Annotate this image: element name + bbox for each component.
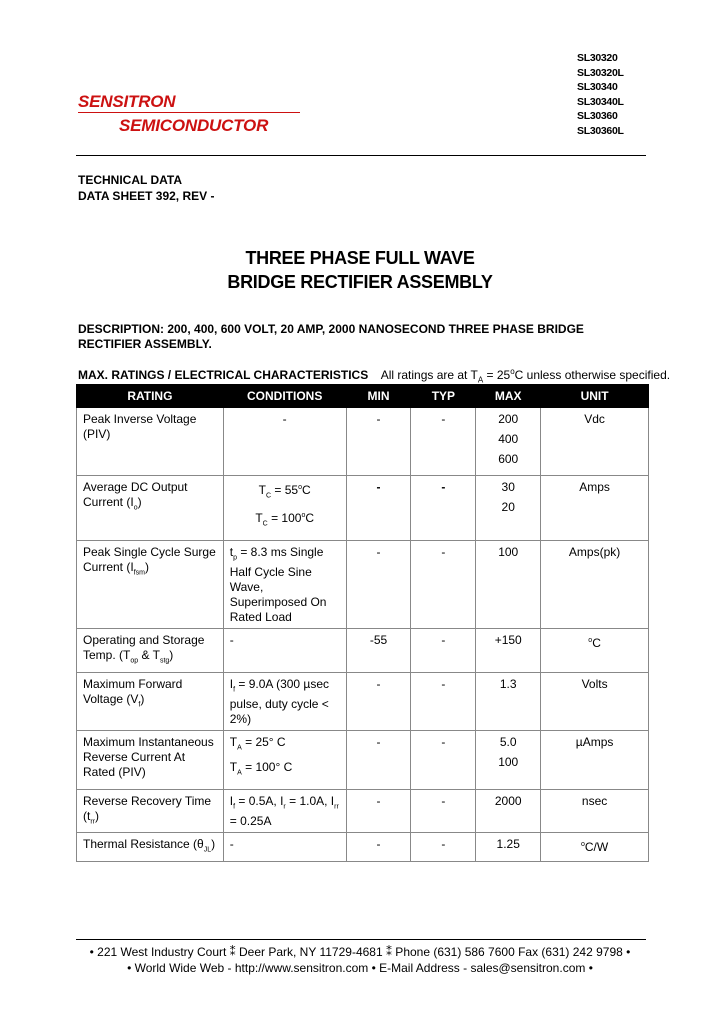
typ-cell: - (411, 629, 476, 672)
table-row (77, 789, 649, 832)
typ-cell: - (411, 672, 476, 730)
min-cell: - (346, 540, 411, 628)
rating-cell: Maximum Instantaneous Reverse Current At Rated (PIV) (77, 730, 224, 789)
technical-data-label: TECHNICAL DATA (78, 173, 182, 187)
footer-contact: • World Wide Web - http://www.sensitron.com • E-Mail Address - sales@sensitron.com • (127, 961, 593, 975)
min-cell: - (346, 476, 411, 541)
table-row (77, 730, 649, 789)
description: DESCRIPTION: 200, 400, 600 VOLT, 20 AMP, 2000 NANOSECOND THREE PHASE BRIDGE RECTIFIER ASSEMBLY. (78, 322, 584, 351)
part-number: SL30360 (577, 110, 618, 123)
min-cell: - (346, 672, 411, 730)
unit-cell: Vdc (541, 408, 649, 476)
conditions-cell: $T_A = 25^\circ$ C $T_A = 100^\circ$ C (223, 730, 346, 789)
conditions-cell: - (223, 408, 346, 476)
max-cell: 200 400 600 (476, 408, 541, 476)
min-cell: - (346, 408, 411, 476)
unit-cell: µAmps (541, 730, 649, 789)
document-header (78, 172, 214, 204)
part-number-list (577, 51, 624, 139)
max-cell: 30 20 (476, 476, 541, 541)
conditions-cell: - (223, 629, 346, 672)
typ-cell: - (411, 476, 476, 541)
title-line2: BRIDGE RECTIFIER ASSEMBLY (227, 272, 493, 292)
rating-cell: Reverse Recovery Time $(t_{rr})$ (77, 789, 224, 832)
column-header-rating: RATING (77, 385, 224, 408)
rating-cell: Operating and Storage Temp. ($T_{op}$ & $T_{stg}$) (77, 629, 224, 672)
column-header-unit: UNIT (541, 385, 649, 408)
footer-address: • 221 West Industry Court ⁑ Deer Park, NY 11729-4681 ⁑ Phone (631) 586 7600 Fax (631) 242 9798 • (89, 945, 631, 959)
ratings-section-title: MAX. RATINGS / ELECTRICAL CHARACTERISTICS (78, 368, 369, 382)
part-number: SL30340L (577, 95, 624, 108)
unit-cell: Volts (541, 672, 649, 730)
unit-cell: $^o$C/W (541, 833, 649, 861)
max-cell: 1.3 (476, 672, 541, 730)
rating-cell: Peak Inverse Voltage (PIV) (77, 408, 224, 476)
table-row (77, 672, 649, 730)
typ-cell: - (411, 833, 476, 861)
title-line1: THREE PHASE FULL WAVE (245, 248, 475, 268)
conditions-cell: $t_p = 8.3$ ms Single Half Cycle Sine Wave, Superimposed On Rated Load (223, 540, 346, 628)
ratings-section-header (78, 366, 671, 385)
min-cell: - (346, 730, 411, 789)
conditions-cell: $I_f = 0.5A$, $I_r = 1.0A$, $I_{rr} = 0.25A$ (223, 789, 346, 832)
unit-cell: Amps(pk) (541, 540, 649, 628)
data-sheet-label: DATA SHEET 392, REV - (78, 189, 215, 203)
rating-cell: Thermal Resistance $(\theta_{JL})$ (77, 833, 224, 861)
conditions-cell: $T_C = 55^oC$ $T_C = 100^oC$ (223, 476, 346, 541)
ratings-table (76, 384, 649, 862)
conditions-cell: - (223, 833, 346, 861)
table-header-row (77, 385, 649, 408)
min-cell: - (346, 789, 411, 832)
company-logo-line1: SENSITRON (78, 92, 176, 111)
table-row (77, 833, 649, 861)
typ-cell: - (411, 540, 476, 628)
table-row (77, 629, 649, 672)
company-logo-line2: SEMICONDUCTOR (119, 116, 269, 135)
table-row (77, 476, 649, 541)
conditions-cell: $I_f = 9.0A$ (300 µsec pulse, duty cycle < 2%) (223, 672, 346, 730)
part-number: SL30360L (577, 124, 624, 137)
table-row (77, 408, 649, 476)
column-header-conditions: CONDITIONS (223, 385, 346, 408)
max-cell: 100 (476, 540, 541, 628)
unit-cell: $^o$C (541, 629, 649, 672)
ratings-note: All ratings are at $T_A = 25^oC$ unless otherwise specified. (380, 367, 671, 385)
max-cell: +150 (476, 629, 541, 672)
max-cell: 1.25 (476, 833, 541, 861)
unit-cell: Amps (541, 476, 649, 541)
part-number: SL30340 (577, 81, 618, 94)
footer-divider (76, 939, 646, 940)
document-title (0, 246, 720, 294)
min-cell: -55 (346, 629, 411, 672)
rating-cell: Peak Single Cycle Surge Current $(I_{fsm})$ (77, 540, 224, 628)
typ-cell: - (411, 408, 476, 476)
part-number: SL30320 (577, 52, 618, 64)
table-row (77, 540, 649, 628)
rating-cell: Maximum Forward Voltage $(V_f)$ (77, 672, 224, 730)
typ-cell: - (411, 730, 476, 789)
rating-cell: Average DC Output Current $(I_o)$ (77, 476, 224, 541)
max-cell: 5.0 100 (476, 730, 541, 789)
max-cell: 2000 (476, 789, 541, 832)
part-number: SL30320L (577, 66, 624, 79)
column-header-min: MIN (346, 385, 411, 408)
min-cell: - (346, 833, 411, 861)
typ-cell: - (411, 789, 476, 832)
unit-cell: nsec (541, 789, 649, 832)
column-header-max: MAX (476, 385, 541, 408)
logo-underline (78, 112, 300, 113)
column-header-typ: TYP (411, 385, 476, 408)
header-divider (76, 155, 646, 156)
